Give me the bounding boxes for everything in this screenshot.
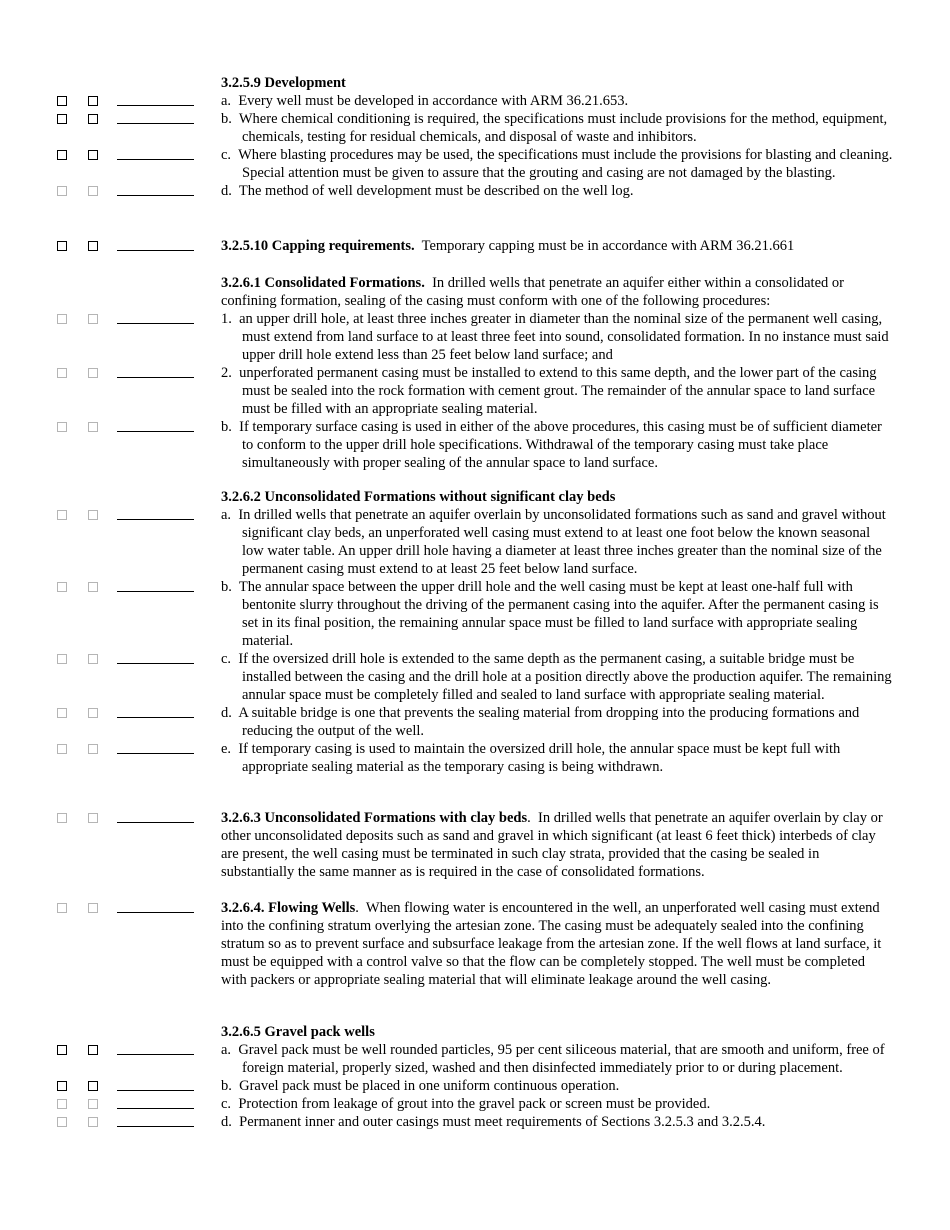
item-label: b. <box>221 579 232 595</box>
section-3263 <box>0 809 950 881</box>
checkbox-no[interactable] <box>88 582 98 592</box>
item-label: 1. <box>221 311 232 327</box>
checkbox-yes[interactable] <box>57 1045 67 1055</box>
list-item <box>0 578 950 650</box>
initials-line[interactable] <box>117 1090 194 1091</box>
checkbox-yes[interactable] <box>57 582 67 592</box>
checkbox-no[interactable] <box>88 903 98 913</box>
item-text: an upper drill hole, at least three inches greater in diameter than the nominal size of the permanent well casing, must extend from land surface to at least three feet into sound, consolidated formation. In no instance must said upper drill hole extend less than 25 feet below land surface; and <box>239 311 889 363</box>
checkbox-no[interactable] <box>88 150 98 160</box>
initials-line[interactable] <box>117 1054 194 1055</box>
checkbox-no[interactable] <box>88 1117 98 1127</box>
list-item <box>0 418 950 472</box>
list-item <box>0 146 950 182</box>
initials-line[interactable] <box>117 195 194 196</box>
item-text: Gravel pack must be placed in one uniform continuous operation. <box>239 1078 620 1094</box>
initials-line[interactable] <box>117 377 194 378</box>
checkbox-no[interactable] <box>88 1081 98 1091</box>
item-text: In drilled wells that penetrate an aquifer overlain by unconsolidated formations such as sand and gravel without significant clay beds, an unperforated well casing must extend to at least one foot below the known seasonal low water table. An upper drill hole having a diameter at least three inches greater than the nominal size of the permanent casing must extend to at least 25 feet below land surface. <box>238 507 886 577</box>
item-text: Where blasting procedures may be used, the specifications must include the provisions for blasting and cleaning. Special attention must be given to assure that the grouting and casing are not damaged by the blasting. <box>238 147 893 181</box>
checkbox-no[interactable] <box>88 744 98 754</box>
item-label: b. <box>221 111 232 127</box>
item-label: a. <box>221 93 232 109</box>
item-label: c. <box>221 1096 232 1112</box>
item-text: If temporary casing is used to maintain the oversized drill hole, the annular space must be kept full with appropriate sealing material as the temporary casing is being withdrawn. <box>238 741 841 775</box>
item-text: Every well must be developed in accordance with ARM 36.21.653. <box>238 93 629 109</box>
item-text: The annular space between the upper drill hole and the well casing must be kept at least one-half full with bentonite slurry throughout the driving of the permanent casing into the aquifer. After the permanent casing is set in its final position, the remaining annular space must be filled to land surface with appropriate sealing material. <box>238 579 879 649</box>
initials-line[interactable] <box>117 663 194 664</box>
checkbox-no[interactable] <box>88 186 98 196</box>
item-text: Where chemical conditioning is required, the specifications must include provisions for the method, equipment, chemicals, testing for residual chemicals, and disposal of waste and inhibitors. <box>238 111 888 145</box>
checkbox-yes[interactable] <box>57 422 67 432</box>
item-label: b. <box>221 419 232 435</box>
item-text: If the oversized drill hole is extended to the same depth as the permanent casing, a suitable bridge must be installed between the casing and the drill hole at a position directly above the production aquifer. The remaining annular space must be completely filled and sealed to land surface with appropriate sealing material. <box>238 651 892 703</box>
checkbox-no[interactable] <box>88 314 98 324</box>
initials-line[interactable] <box>117 159 194 160</box>
checkbox-yes[interactable] <box>57 368 67 378</box>
initials-line[interactable] <box>117 591 194 592</box>
item-label: d. <box>221 1114 232 1130</box>
section-text: Temporary capping must be in accordance with ARM 36.21.661 <box>421 238 795 254</box>
checkbox-yes[interactable] <box>57 186 67 196</box>
item-text: A suitable bridge is one that prevents the sealing material from dropping into the producing formations and reducing the output of the well. <box>238 705 860 739</box>
list-item <box>0 1095 950 1113</box>
section-32510 <box>0 237 950 255</box>
checkbox-no[interactable] <box>88 510 98 520</box>
list-item <box>0 237 950 255</box>
list-item <box>0 110 950 146</box>
section-heading: 3.2.5.10 Capping requirements. <box>221 238 415 254</box>
list-item <box>0 1113 950 1131</box>
section-3261 <box>0 274 950 472</box>
item-label: b. <box>221 1078 232 1094</box>
checkbox-yes[interactable] <box>57 708 67 718</box>
list-item <box>0 182 950 200</box>
initials-line[interactable] <box>117 519 194 520</box>
item-label: d. <box>221 705 232 721</box>
checkbox-no[interactable] <box>88 708 98 718</box>
list-item: 3.2.6.4. Flowing Wells. When flowing water is encountered in the well, an unperforated well casing must extend into the confining stratum overlying the artesian zone. The casing must be adequately sealed into the confining stratum so as to prevent surface and subsurface leakage from the artesian zone. If the well flows at land surface, it must be equipped with a control valve so that the flow can be completely stopped. The well must be completed with packers or appropriate sealing material that will eliminate leakage around the well casing. <box>0 899 950 989</box>
item-label: e. <box>221 741 232 757</box>
list-item <box>0 92 950 110</box>
checkbox-yes[interactable] <box>57 241 67 251</box>
item-label: 2. <box>221 365 232 381</box>
item-text: Gravel pack must be well rounded particles, 95 per cent siliceous material, that are smooth and uniform, free of foreign material, properly sized, washed and then disinfected immediately prior to or during placement. <box>238 1042 885 1076</box>
checkbox-yes[interactable] <box>57 1099 67 1109</box>
section-heading: 3.2.6.1 Consolidated Formations. <box>221 275 425 291</box>
item-label: d. <box>221 183 232 199</box>
list-item <box>0 1077 950 1095</box>
item-label: c. <box>221 147 232 163</box>
item-label: a. <box>221 507 232 523</box>
initials-line[interactable] <box>117 753 194 754</box>
section-text: In drilled wells that penetrate an aquifer either within a consolidated or confining formation, sealing of the casing must conform with one of the following procedures: <box>221 275 844 309</box>
section-3264 <box>0 899 950 989</box>
checkbox-yes[interactable] <box>57 1081 67 1091</box>
initials-line[interactable] <box>117 123 194 124</box>
section-heading: 3.2.6.4. Flowing Wells <box>221 900 356 916</box>
checkbox-yes[interactable] <box>57 1117 67 1127</box>
section-3259 <box>0 74 950 200</box>
checkbox-no[interactable] <box>88 114 98 124</box>
initials-line[interactable] <box>117 822 194 823</box>
checkbox-yes[interactable] <box>57 744 67 754</box>
checkbox-yes[interactable] <box>57 813 67 823</box>
checkbox-no[interactable] <box>88 654 98 664</box>
section-heading: 3.2.5.9 Development <box>221 75 346 91</box>
item-text: Permanent inner and outer casings must meet requirements of Sections 3.2.5.3 and 3.2.5.4. <box>239 1114 766 1130</box>
list-item <box>0 310 950 364</box>
checkbox-no[interactable] <box>88 96 98 106</box>
initials-line[interactable] <box>117 105 194 106</box>
item-text: unperforated permanent casing must be installed to extend to this same depth, and the lower part of the casing must be sealed into the rock formation with cement grout. The remainder of the annular space to land surface must be filled with an appropriate sealing material. <box>239 365 877 417</box>
checkbox-yes[interactable] <box>57 314 67 324</box>
initials-line[interactable] <box>117 1126 194 1127</box>
checkbox-no[interactable] <box>88 422 98 432</box>
checkbox-yes[interactable] <box>57 654 67 664</box>
checkbox-yes[interactable] <box>57 114 67 124</box>
list-item <box>0 1041 950 1077</box>
item-label: a. <box>221 1042 232 1058</box>
list-item <box>0 704 950 740</box>
checkbox-yes[interactable] <box>57 96 67 106</box>
checkbox-yes[interactable] <box>57 150 67 160</box>
checkbox-yes[interactable] <box>57 510 67 520</box>
section-text: When flowing water is encountered in the well, an unperforated well casing must extend into the confining stratum overlying the artesian zone. The casing must be adequately sealed into the confining stratum so as to prevent surface and subsurface leakage from the artesian zone. If the well flows at land surface, it must be equipped with a control valve so that the flow can be completely stopped. The well must be completed with packers or appropriate sealing material that will eliminate leakage around the well casing. <box>221 900 882 988</box>
section-heading: 3.2.6.3 Unconsolidated Formations with clay beds <box>221 810 528 826</box>
item-text: If temporary surface casing is used in either of the above procedures, this casing must be of sufficient diameter to conform to the upper drill hole specifications. Withdrawal of the temporary casing must take place simultaneously with proper sealing of the annular space to land surface. <box>239 419 882 471</box>
item-text: Protection from leakage of grout into the gravel pack or screen must be provided. <box>238 1096 711 1112</box>
section-heading: 3.2.6.5 Gravel pack wells <box>221 1024 375 1040</box>
list-item <box>0 364 950 418</box>
checkbox-no[interactable] <box>88 241 98 251</box>
checkbox-no[interactable] <box>88 813 98 823</box>
section-text: In drilled wells that penetrate an aquifer overlain by clay or other unconsolidated deposits such as sand and gravel in which significant (at least 6 feet thick) interbeds of clay are present, the well casing must be terminated in such clay strata, provided that the casing be sealed in substantially the same manner as is required in the case of consolidated formations. <box>221 810 883 880</box>
initials-line[interactable] <box>117 1108 194 1109</box>
section-3262 <box>0 488 950 776</box>
checkbox-no[interactable] <box>88 1099 98 1109</box>
checkbox-yes[interactable] <box>57 903 67 913</box>
section-heading: 3.2.6.2 Unconsolidated Formations without significant clay beds <box>221 489 616 505</box>
initials-line[interactable] <box>117 250 194 251</box>
initials-line[interactable] <box>117 912 194 913</box>
checkbox-no[interactable] <box>88 368 98 378</box>
item-label: c. <box>221 651 232 667</box>
item-text: The method of well development must be described on the well log. <box>238 183 634 199</box>
section-3265 <box>0 1023 950 1131</box>
list-item <box>0 506 950 578</box>
initials-line[interactable] <box>117 431 194 432</box>
list-item <box>0 740 950 776</box>
checkbox-no[interactable] <box>88 1045 98 1055</box>
list-item: 3.2.6.3 Unconsolidated Formations with clay beds. In drilled wells that penetrate an aquifer overlain by clay or other unconsolidated deposits such as sand and gravel in which significant (at least 6 feet thick) interbeds of clay are present, the well casing must be terminated in such clay strata, provided that the casing be sealed in substantially the same manner as is required in the case of consolidated formations. <box>0 809 950 881</box>
initials-line[interactable] <box>117 717 194 718</box>
list-item <box>0 650 950 704</box>
initials-line[interactable] <box>117 323 194 324</box>
section-intro <box>221 274 893 310</box>
